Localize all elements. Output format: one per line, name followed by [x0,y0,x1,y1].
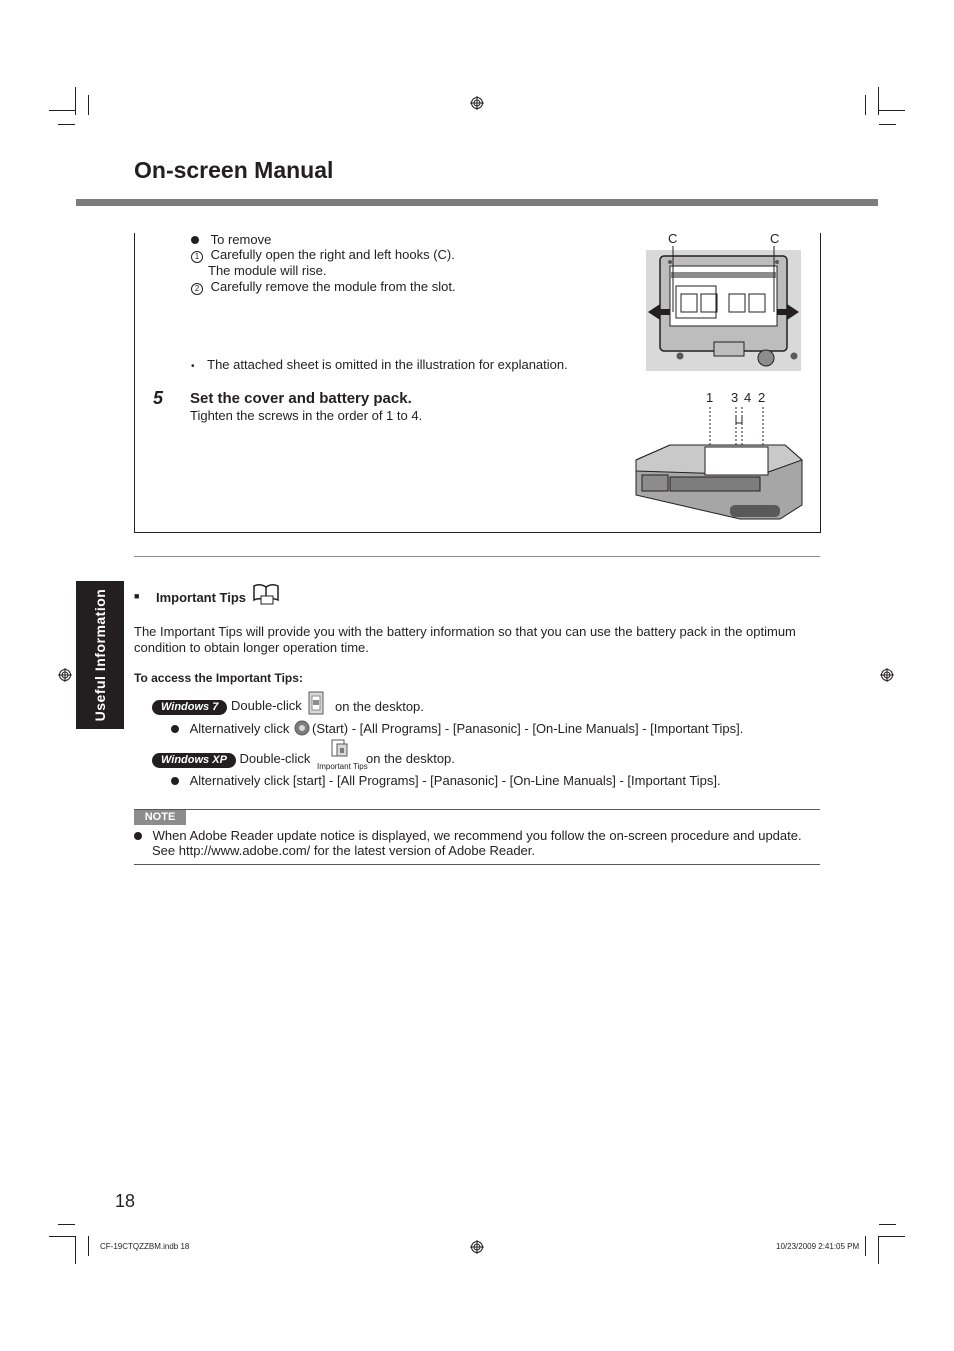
win7-suffix: on the desktop. [335,699,424,714]
note-line-1-row [134,828,802,844]
screw-label-4: 4 [744,390,752,405]
footer-timestamp: 10/23/2009 2:41:05 PM [776,1242,860,1251]
crop-mark [879,1224,896,1225]
book-monitor-icon [251,580,281,608]
note-badge: NOTE [134,810,186,825]
winxp-suffix: on the desktop. [366,751,455,766]
crop-mark [878,87,879,115]
windows-xp-badge: Windows XP [152,753,236,768]
hook-label-left: C [668,231,678,246]
step-number: 5 [153,388,164,408]
crop-mark [75,87,76,115]
small-bullet-icon: • [191,361,195,372]
page-title: On-screen Manual [134,157,334,183]
crop-mark [49,110,75,111]
win7-alt-suffix: (Start) - [All Programs] - [Panasonic] - [On-Line Manuals] - [Important Tips]. [312,721,744,736]
important-tips-xp-icon[interactable] [328,738,352,760]
remove-heading-row [191,232,271,248]
memory-module-illustration [646,246,801,371]
section-divider [134,556,820,557]
remove-step-2 [191,279,456,295]
start-orb-icon[interactable] [294,720,310,736]
win7-action: Double-click [230,698,302,713]
crop-mark [879,1236,905,1237]
remove-step-2-text: Carefully remove the module from the slot. [210,279,456,294]
page-number: 18 [115,1191,136,1211]
windows-7-badge: Windows 7 [152,700,227,715]
registration-mark-icon [470,96,484,110]
laptop-illustration [630,405,805,522]
note-bottom-rule [134,864,820,865]
winxp-action: Double-click [239,751,311,766]
tips-heading: Important Tips [156,590,247,605]
crop-mark [879,110,905,111]
registration-mark-icon [470,1240,484,1254]
note-line-2: See http://www.adobe.com/ for the latest version of Adobe Reader. [152,843,536,858]
crop-mark [58,124,75,125]
section-tab [76,581,124,729]
screw-label-3: 3 [731,390,739,405]
illustration-note-text: The attached sheet is omitted in the illustration for explanation. [207,357,568,372]
tips-intro-line-2: condition to obtain longer operation time. [134,640,369,655]
screw-label-1: 1 [706,390,714,405]
important-tips-xp-caption: Important Tips [317,762,368,771]
title-rule [76,199,878,206]
footer-file: CF-19CTQZZBM.indb 18 [100,1242,190,1251]
tips-intro-line-1: The Important Tips will provide you with the battery information so that you can use the battery pack in the optimum [134,624,796,639]
crop-mark [49,1236,75,1237]
bullet-icon [191,236,199,244]
winxp-row [152,751,310,768]
step-number-badge: 2 [191,283,203,295]
bullet-icon [171,777,179,785]
remove-heading: To remove [210,232,272,247]
note-line-1: When Adobe Reader update notice is displayed, we recommend you follow the on-screen procedure and update. [152,828,802,843]
bullet-icon [134,832,142,840]
bullet-icon [171,725,179,733]
registration-mark-icon [880,668,894,682]
win7-row [152,698,302,715]
crop-mark [865,95,866,115]
remove-step-1 [191,247,455,263]
crop-mark [75,1236,76,1264]
important-tips-desktop-icon[interactable] [304,690,328,716]
note-top-rule [134,809,820,810]
crop-mark [878,1236,879,1264]
win7-alt-row [171,721,289,737]
crop-mark [879,124,896,125]
crop-mark [88,1236,89,1256]
hook-label-right: C [770,231,780,246]
screw-label-2: 2 [758,390,766,405]
crop-mark [865,1236,866,1256]
step-heading: Set the cover and battery pack. [190,390,412,407]
square-bullet-icon: ■ [134,591,140,601]
winxp-alt-text: Alternatively click [start] - [All Programs] - [Panasonic] - [On-Line Manuals] - [Important Tips]. [189,773,721,788]
remove-step-1b-text: The module will rise. [208,263,327,278]
illustration-note [191,357,568,375]
step-number-badge: 1 [191,251,203,263]
access-heading: To access the Important Tips: [134,671,303,685]
win7-alt-prefix: Alternatively click [189,721,290,736]
crop-mark [88,95,89,115]
step-body: Tighten the screws in the order of 1 to 4. [190,408,423,423]
remove-step-1-text: Carefully open the right and left hooks (C). [210,247,455,262]
crop-mark [58,1224,75,1225]
registration-mark-icon [58,668,72,682]
winxp-alt-row [171,773,721,789]
section-tab-label: Useful Information [92,588,108,722]
